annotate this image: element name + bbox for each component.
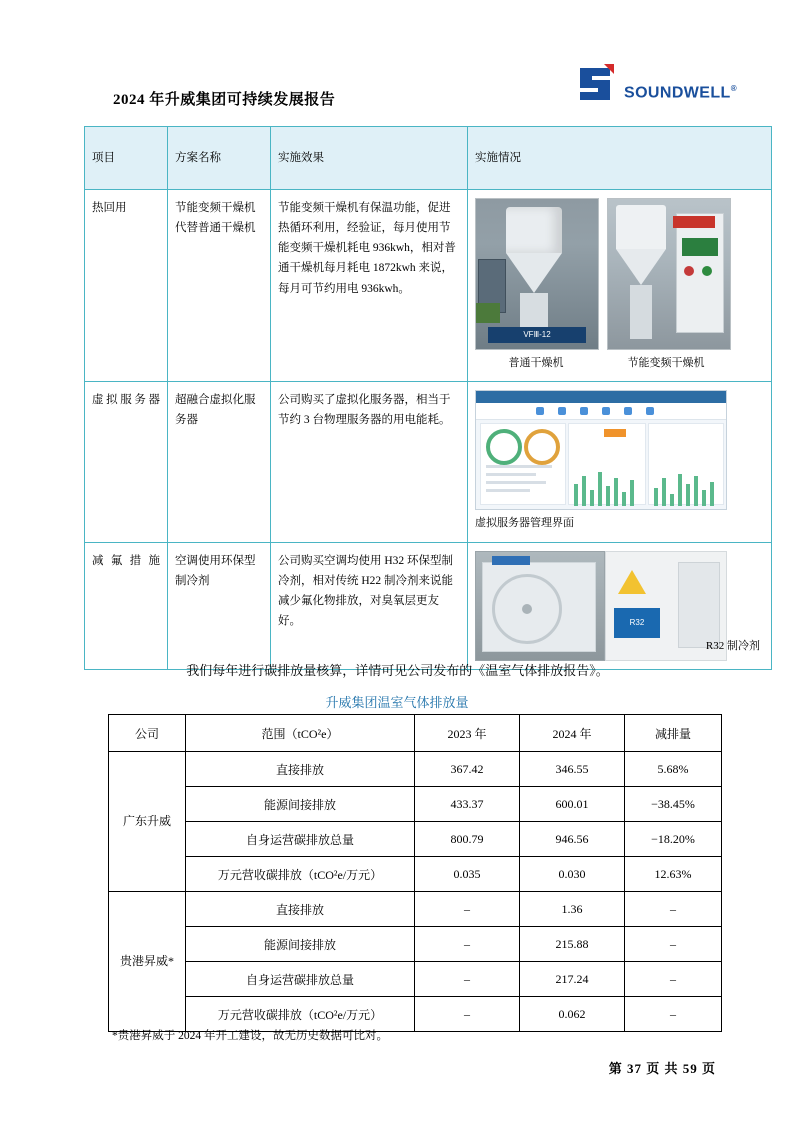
- company-logo: [576, 60, 737, 116]
- server-caption-row: [475, 514, 764, 533]
- cell-company: 贵港昇威*: [109, 892, 186, 1032]
- th-2023: 2023 年: [415, 715, 520, 752]
- cell-2023: –: [415, 997, 520, 1032]
- logo-text-label: SOUNDWELL: [624, 84, 731, 102]
- table-footnote: *贵港昇威于 2024 年开工建设，故无历史数据可比对。: [112, 1030, 388, 1042]
- th-project: 项目: [85, 127, 168, 190]
- caption-inverter-dryer: 节能变频干燥机: [627, 357, 705, 369]
- cell-implementation: [468, 382, 772, 542]
- cell-2024: 1.36: [520, 892, 625, 927]
- table-row: [109, 927, 722, 962]
- cell-reduction: 5.68%: [625, 752, 722, 787]
- page-header: [0, 60, 794, 120]
- cell-implementation: [468, 542, 772, 669]
- th-2024: 2024 年: [520, 715, 625, 752]
- photo-standard-dryer: VFⅢ-12: [475, 198, 599, 350]
- photo-inverter-dryer: [607, 198, 731, 350]
- photo-outdoor-ac-unit: [475, 551, 605, 661]
- header-title: 2024 年升威集团可持续发展报告: [113, 92, 336, 108]
- cell-implementation: [468, 190, 772, 382]
- cell-plan-name: 超融合虚拟化服务器: [168, 382, 271, 542]
- th-company: 公司: [109, 715, 186, 752]
- table-row: [109, 822, 722, 857]
- th-plan-name: 方案名称: [168, 127, 271, 190]
- th-scope: 范围（tCO²e）: [186, 715, 415, 752]
- table-row: [109, 892, 722, 927]
- cell-effect: 公司购买了虚拟化服务器，相当于节约 3 台物理服务器的用电能耗。: [271, 382, 468, 542]
- th-effect: 实施效果: [271, 127, 468, 190]
- table-row: [109, 857, 722, 892]
- table-row: [109, 962, 722, 997]
- logo-wordmark: [624, 84, 737, 102]
- th-implementation: 实施情况: [468, 127, 772, 190]
- cell-2024: 346.55: [520, 752, 625, 787]
- table-row: [109, 787, 722, 822]
- cell-2024: 0.030: [520, 857, 625, 892]
- cell-reduction: –: [625, 892, 722, 927]
- caption-virtual-server: 虚拟服务器管理界面: [475, 517, 574, 530]
- cell-reduction: −18.20%: [625, 822, 722, 857]
- table-row: [85, 382, 772, 542]
- table-row: [109, 752, 722, 787]
- cell-2023: 0.035: [415, 857, 520, 892]
- cell-2023: –: [415, 892, 520, 927]
- cell-scope: 万元营收碳排放（tCO²e/万元）: [186, 857, 415, 892]
- cell-reduction: 12.63%: [625, 857, 722, 892]
- cell-2024: 217.24: [520, 962, 625, 997]
- cell-2023: 433.37: [415, 787, 520, 822]
- cell-project: 减氟措施: [85, 542, 168, 669]
- cell-project: 热回用: [85, 190, 168, 382]
- soundwell-logo-icon: [576, 62, 618, 104]
- cell-project: 虚拟服务器: [85, 382, 168, 542]
- table-row: [85, 190, 772, 382]
- cell-effect: 节能变频干燥机有保温功能，促进热循环利用，经验证，每月使用节能变频干燥机耗电 936kwh，相对普通干燥机每月耗电 1872kwh 来说，每月可节约用电 936kwh。: [271, 190, 468, 382]
- cell-2023: –: [415, 962, 520, 997]
- cell-2023: –: [415, 927, 520, 962]
- cell-scope: 能源间接排放: [186, 927, 415, 962]
- cell-2024: 946.56: [520, 822, 625, 857]
- cell-scope: 直接排放: [186, 892, 415, 927]
- cell-2023: 367.42: [415, 752, 520, 787]
- cell-reduction: –: [625, 962, 722, 997]
- cell-company: 广东升威: [109, 752, 186, 892]
- cell-plan-name: 节能变频干燥机代替普通干燥机: [168, 190, 271, 382]
- cell-2023: 800.79: [415, 822, 520, 857]
- cell-scope: 自身运营碳排放总量: [186, 962, 415, 997]
- cell-reduction: –: [625, 997, 722, 1032]
- table-row: [85, 542, 772, 669]
- caption-r32-refrigerant: R32 制冷剂: [705, 640, 760, 653]
- registered-mark: ®: [730, 84, 737, 93]
- table-header-row: [109, 715, 722, 752]
- emissions-table-title: 升威集团温室气体排放量: [325, 695, 469, 710]
- energy-measures-table: [84, 126, 772, 670]
- page-number: 第 37 页 共 59 页: [608, 1061, 716, 1076]
- dryer-caption-row: [475, 354, 764, 373]
- photo-r32-refrigerant-label: R32: [605, 551, 727, 661]
- cell-plan-name: 空调使用环保型制冷剂: [168, 542, 271, 669]
- cell-scope: 直接排放: [186, 752, 415, 787]
- cell-2024: 0.062: [520, 997, 625, 1032]
- table-header-row: [85, 127, 772, 190]
- cell-scope: 万元营收碳排放（tCO²e/万元）: [186, 997, 415, 1032]
- carbon-accounting-paragraph: 我们每年进行碳排放量核算，详情可见公司发布的《温室气体排放报告》。: [186, 663, 609, 678]
- cell-effect: 公司购买空调均使用 H32 环保型制冷剂，相对传统 H22 制冷剂来说能减少氟化物排放，对臭氧层更友好。: [271, 542, 468, 669]
- cell-reduction: –: [625, 927, 722, 962]
- cell-scope: 能源间接排放: [186, 787, 415, 822]
- cell-scope: 自身运营碳排放总量: [186, 822, 415, 857]
- photo-virtual-server-dashboard: [475, 390, 727, 510]
- caption-standard-dryer: 普通干燥机: [508, 357, 564, 369]
- ghg-emissions-table: [108, 714, 722, 1032]
- th-reduction: 减排量: [625, 715, 722, 752]
- cell-reduction: −38.45%: [625, 787, 722, 822]
- cell-2024: 600.01: [520, 787, 625, 822]
- dryer-photo-group: [475, 198, 764, 350]
- cell-2024: 215.88: [520, 927, 625, 962]
